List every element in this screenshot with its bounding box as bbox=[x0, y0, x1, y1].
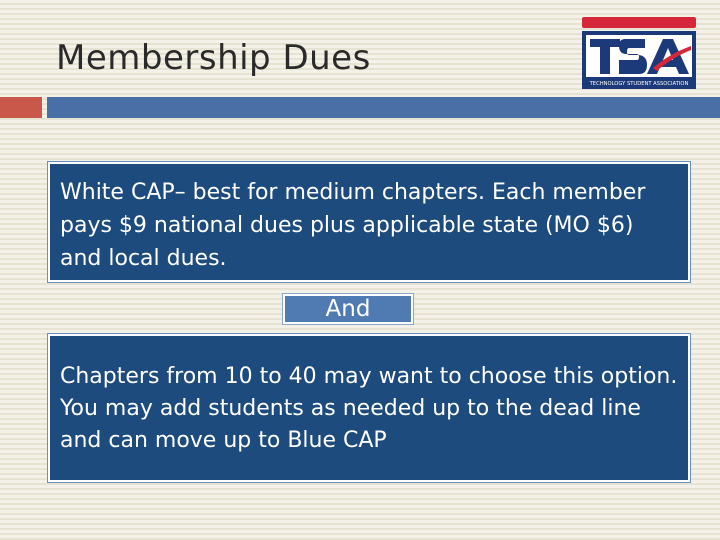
slide-title: Membership Dues bbox=[56, 38, 371, 78]
chapter-size-description: Chapters from 10 to 40 may want to choose this option. You may add students as needed up to the dead line and can move up to Blue CAP bbox=[48, 334, 690, 482]
logo-tagline: TECHNOLOGY STUDENT ASSOCIATION bbox=[589, 81, 689, 87]
tsa-logo bbox=[581, 16, 697, 90]
accent-bar-blue bbox=[47, 97, 720, 118]
white-cap-description: White CAP– best for medium chapters. Each member pays $9 national dues plus applicable state (MO $6) and local dues. bbox=[48, 162, 690, 282]
accent-bar-red bbox=[0, 97, 42, 118]
and-connector-label: And bbox=[283, 294, 413, 324]
